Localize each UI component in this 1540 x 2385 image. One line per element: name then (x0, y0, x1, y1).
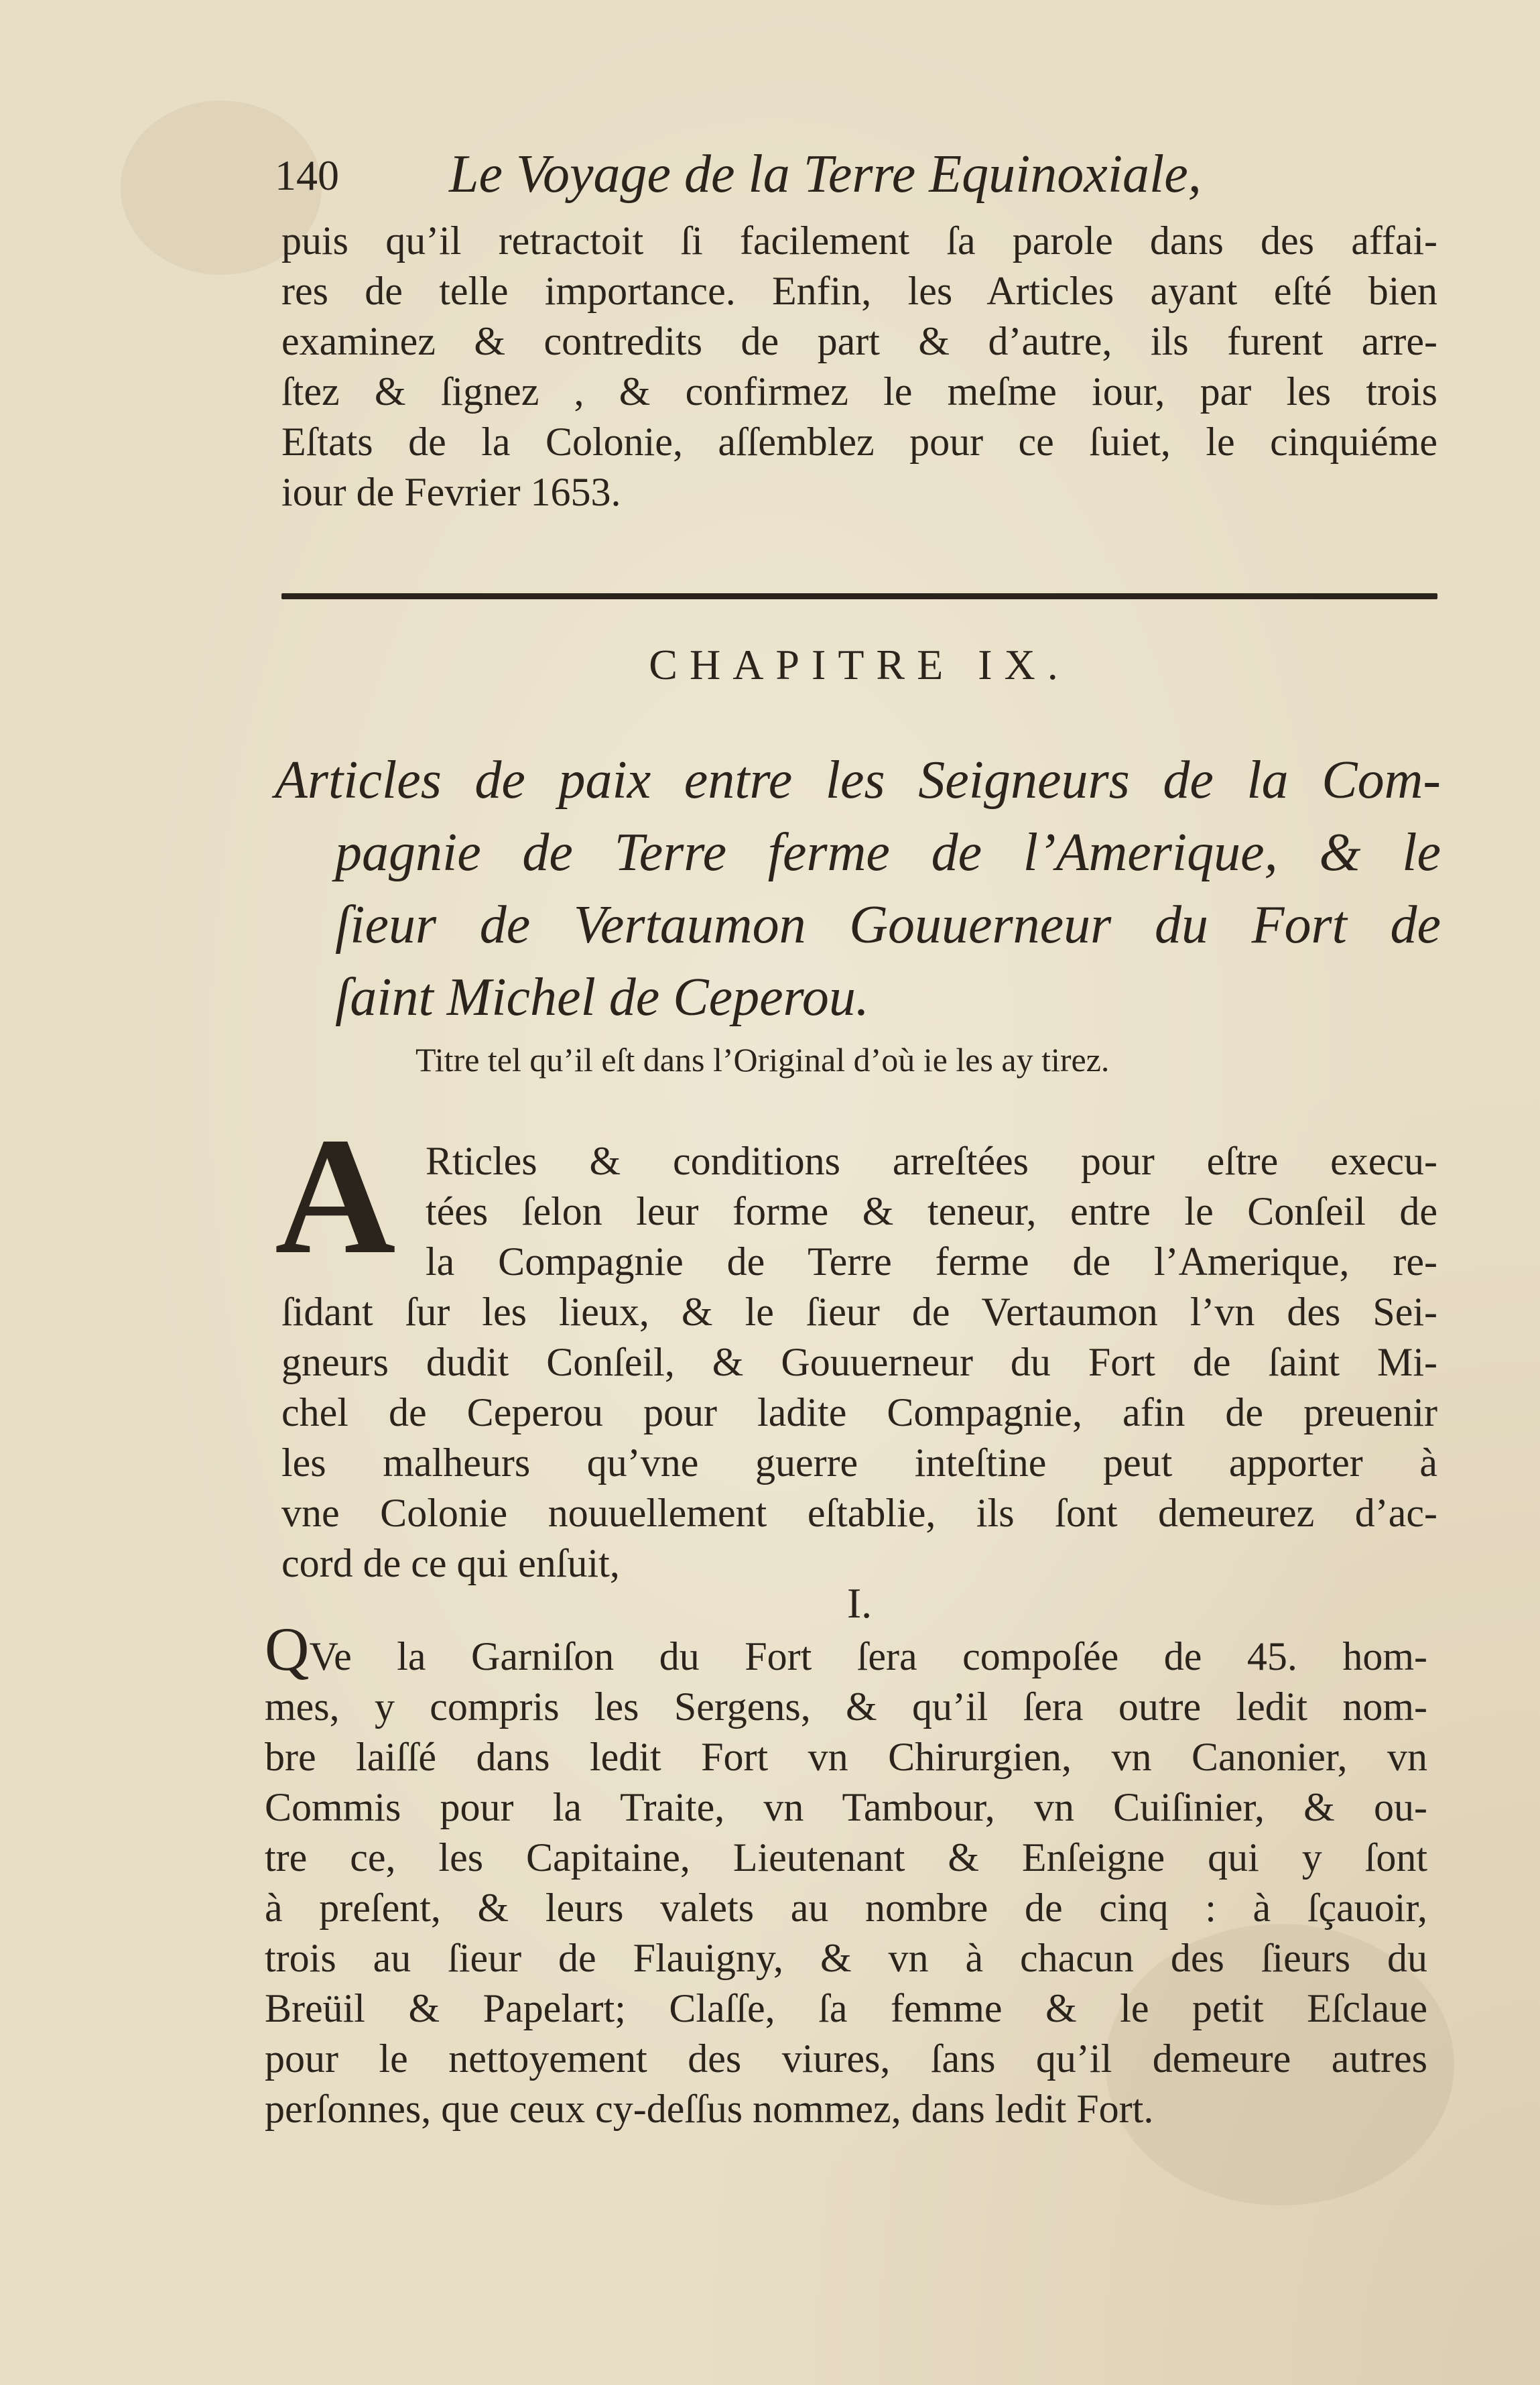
article-number: I. (846, 1579, 873, 1627)
text-line: trois au ſieur de Flauigny, & vn à chacun des ſieurs du (265, 1936, 1427, 1980)
text-line: tées ſelon leur forme & teneur, entre le Conſeil de (426, 1189, 1437, 1233)
text-line: cord de ce qui enſuit, (281, 1541, 620, 1585)
text-line: puis qu’il retractoit ſi facilement ſa parole dans des affai- (281, 219, 1437, 263)
subtitle-line: pagnie de Terre ferme de l’Amerique, & le (335, 823, 1441, 882)
subtitle-line: ſieur de Vertaumon Gouuerneur du Fort de (335, 896, 1441, 955)
text-line: vne Colonie nouuellement eſtablie, ils ſont demeurez d’ac- (281, 1491, 1437, 1535)
text-line: Breüil & Papelart; Claſſe, ſa femme & le petit Eſclaue (265, 1986, 1427, 2030)
text-line: tre ce, les Capitaine, Lieutenant & Enſeigne qui y ſont (265, 1835, 1427, 1880)
text-line: gneurs dudit Conſeil, & Gouuerneur du Fort de ſaint Mi- (281, 1340, 1437, 1384)
text-line: examinez & contredits de part & d’autre, ils furent arre- (281, 319, 1437, 363)
article-one-text (265, 1615, 1427, 2134)
first-line-text: Ve la Garniſon du Fort ſera compoſée de 45. hom- (309, 1634, 1427, 1678)
text-line: les malheurs qu’vne guerre inteſtine peut apporter à (281, 1441, 1437, 1485)
text-line: Eſtats de la Colonie, aſſemblez pour ce ſuiet, le cinquiéme (281, 420, 1437, 464)
source-note: Titre tel qu’il eſt dans l’Original d’où ie les ay tirez. (415, 1041, 1110, 1079)
chapter-subtitle (275, 744, 1441, 1034)
section-divider (281, 593, 1437, 599)
initial-letter: Q (265, 1615, 310, 1683)
text-line: res de telle importance. Enfin, les Articles ayant eſté bien (281, 269, 1437, 313)
paragraph-articles (281, 1136, 1437, 1589)
text-line: bre laiſſé dans ledit Fort vn Chirurgien, vn Canonier, vn (265, 1735, 1427, 1779)
text-line: chel de Ceperou pour ladite Compagnie, afin de preuenir (281, 1390, 1437, 1434)
text-line: mes, y compris les Sergens, & qu’il ſera outre ledit nom- (265, 1685, 1427, 1729)
text-line: Rticles & conditions arreſtées pour eſtre execu- (426, 1139, 1437, 1183)
text-line: ſidant ſur les lieux, & le ſieur de Vertaumon l’vn des Sei- (281, 1290, 1437, 1334)
running-title: Le Voyage de la Terre Equinoxiale, (449, 145, 1202, 204)
subtitle-line: ſaint Michel de Ceperou. (335, 968, 869, 1027)
text-line: Commis pour la Traite, vn Tambour, vn Cuiſinier, & ou- (265, 1785, 1427, 1829)
text-line: ſtez & ſignez , & confirmez le meſme iour, par les trois (281, 369, 1437, 414)
text-line: iour de Fevrier 1653. (281, 470, 621, 514)
text-line: la Compagnie de Terre ferme de l’Amerique, re- (426, 1239, 1437, 1284)
text-line (265, 1615, 1427, 1683)
chapter-title: CHAPITRE IX. (649, 641, 1070, 688)
page-number: 140 (275, 151, 339, 199)
drop-cap: A (275, 1103, 396, 1289)
text-line: à preſent, & leurs valets au nombre de cinq : à ſçauoir, (265, 1886, 1427, 1930)
text-line: perſonnes, que ceux cy-deſſus nommez, dans ledit Fort. (265, 2087, 1154, 2131)
page-header (275, 144, 1327, 204)
subtitle-line: Articles de paix entre les Seigneurs de la Com- (275, 751, 1441, 810)
text-line: pour le nettoyement des viures, ſans qu’il demeure autres (265, 2036, 1427, 2081)
paragraph-top (281, 216, 1437, 517)
